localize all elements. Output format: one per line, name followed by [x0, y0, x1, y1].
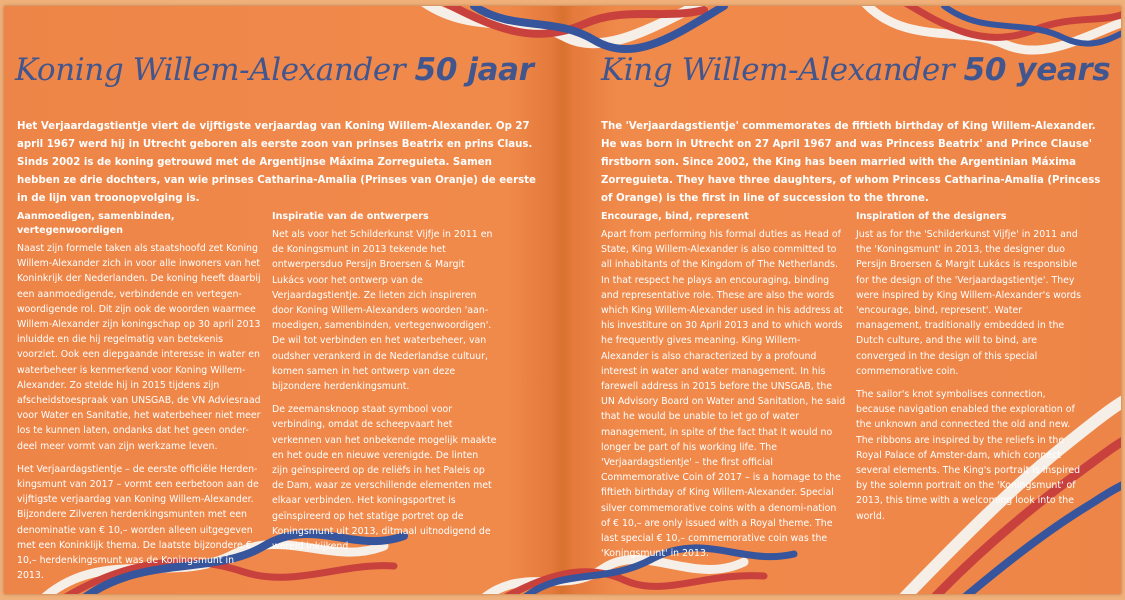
right-page — [563, 6, 1121, 594]
left-col2-paragraph-2: De zeemansknoop staat symbool voor verbinding, omdat de scheepvaart het verkennen van het onbekende mogelijk maakte en het oude en nieuwe verenigde. De linten zijn geïnspireerd op de reliëfs in het Paleis op de Dam, waar ze verschillende elementen met elkaar verbinden. Het koningsportret is geïnspireerd op het statige portret op de Koningsmunt uit 2013, ditmaal uitnodigend de wereld inkijkend. — [272, 404, 497, 553]
left-col2-paragraph-1: Net als voor het Schilderkunst Vijfje in 2011 en de Koningsmunt in 2013 tekende het ontwerpersduo Persijn Broersen & Margit Lukács voor het ontwerp van de Verjaardagstientje. Ze lieten zich inspireren door Koning Willem-Alexanders woorden 'aan-moedigen, samenbinden, vertegenwoordigen'. De wil tot verbinden en het waterbeheer, van oudsher verankerd in de Nederlandse cultuur, komen samen in het ontwerp van deze bijzondere herdenkingsmunt. — [272, 229, 493, 393]
right-column-2 — [856, 210, 1086, 524]
booklet-spread — [4, 6, 1121, 594]
right-col2-paragraph-1: Just as for the 'Schilderkunst Vijfje' in 2011 and the 'Koningsmunt' in 2013, the designer duo Persijn Broersen & Margit Lukács is responsible for the design of the 'Verjaardagstientje'. They were inspired by King Willem-Alexander's words 'encourage, bind, represent'. Water management, traditionally embedded in the Dutch culture, and the will to bind, are converged in the design of this special commemorative coin. — [856, 229, 1082, 377]
left-page-title — [15, 52, 534, 88]
left-column-1 — [17, 210, 262, 583]
left-col1-paragraph-2: Het Verjaardagstientje – de eerste officiële Herden-kingsmunt van 2017 – vormt een eerbetoon aan de vijftigste verjaardag van Koning Willem-Alexander. Bijzondere Zilveren herdenkingsmunten met een denominatie van € 10,– worden alleen uitgegeven met een Koninklijk thema. De laatste bijzondere € 10,– herdenkingsmunt was de Koningsmunt in 2013. — [17, 463, 259, 582]
right-col2-heading: Inspiration of the designers — [856, 211, 1007, 222]
left-title-prefix: Koning Willem-Alexander — [15, 52, 406, 88]
right-title-prefix: King Willem-Alexander — [601, 52, 955, 88]
right-col1-paragraph-1: Apart from performing his formal duties as Head of State, King Willem-Alexander is also committed to all inhabitants of the Kingdom of The Netherlands. In that respect he plays an encouraging, binding and representative role. These are also the words which King Willem-Alexander used in his address at his investiture on 30 April 2013 and to which words he frequently gives meaning. King Willem-Alexander is also characterized by a profound interest in water and water management. In his farewell address in 2015 before the UNSGAB, the UN Advisory Board on Water and Sanitation, he said that he would be unable to let go of water management, in spite of the fact that it would no longer be part of his working life. The 'Verjaardagstientje' – the first official Commemorative Coin of 2017 – is a homage to the fiftieth birthday of King Willem-Alexander. Special silver commemorative coins with a denomi-nation of € 10,– are only issued with a Royal theme. The last special € 10,– commemorative coin was the 'Koningsmunt' in 2013. — [601, 229, 846, 560]
right-intro-text: The 'Verjaardagstientje' commemorates de fiftieth birthday of King Willem-Alexander. He was born in Utrecht on 27 April 1967 and was Princess Beatrix' and Prince Clause' firstborn son. Since 2002, the King has been married with the Argentinian Máxima Zorreguieta. They have three daughters, of whom Princess Catharina-Amalia (Princess of Orange) is the first in line of succession to the throne. — [601, 121, 1101, 204]
left-page — [4, 6, 562, 594]
right-col1-heading: Encourage, bind, represent — [601, 211, 749, 222]
right-page-title — [601, 52, 1110, 88]
right-col2-paragraph-2: The sailor's knot symbolises connection, because navigation enabled the exploration of the unknown and connected the old and new. The ribbons are inspired by the reliefs in the Royal Palace of Amster-dam, which connect several elements. The King's portrait is inspired by the solemn portrait on the 'Koningsmunt' of 2013, this time with a welcoming look into the world. — [856, 389, 1081, 522]
left-title-number: 50 jaar — [414, 52, 534, 88]
left-column-2 — [272, 210, 497, 554]
left-col1-paragraph-1: Naast zijn formele taken als staatshoofd zet Koning Willem-Alexander zich in voor alle inwoners van het Koninkrijk der Nederlanden. De koning heeft daarbij een aanmoedigende, verbindende en vertegen-woordigende rol. Dit zijn ook de woorden waarmee Willem-Alexander zijn koningschap op 30 april 2013 inluidde en die hij regelmatig van betekenis voorziet. Ook een diepgaande interesse in water en waterbeheer is kenmerkend voor Koning Willem-Alexander. Zo stelde hij in 2015 tijdens zijn afscheidstoespraak van UNSGAB, de VN Adviesraad voor Water en Sanitatie, het waterbeheer niet meer los te kunnen laten, ondanks dat het geen onder-deel meer vormt van zijn werkzame leven. — [17, 243, 261, 452]
right-column-1 — [601, 210, 846, 561]
left-col1-heading: Aanmoedigen, samenbinden, vertegenwoordigen — [17, 211, 175, 236]
left-col2-heading: Inspiratie van de ontwerpers — [272, 211, 429, 222]
right-title-number: 50 years — [963, 52, 1111, 88]
left-intro-text: Het Verjaardagstientje viert de vijftigste verjaardag van Koning Willem-Alexander. Op 27 april 1967 werd hij in Utrecht geboren als eerste zoon van prinses Beatrix en prins Claus. Sinds 2002 is de koning getrouwd met de Argentijnse Máxima Zorreguieta. Samen hebben ze drie dochters, van wie prinses Catharina-Amalia (Prinses van Oranje) de eerste in de lijn van troonopvolging is. — [17, 121, 536, 204]
